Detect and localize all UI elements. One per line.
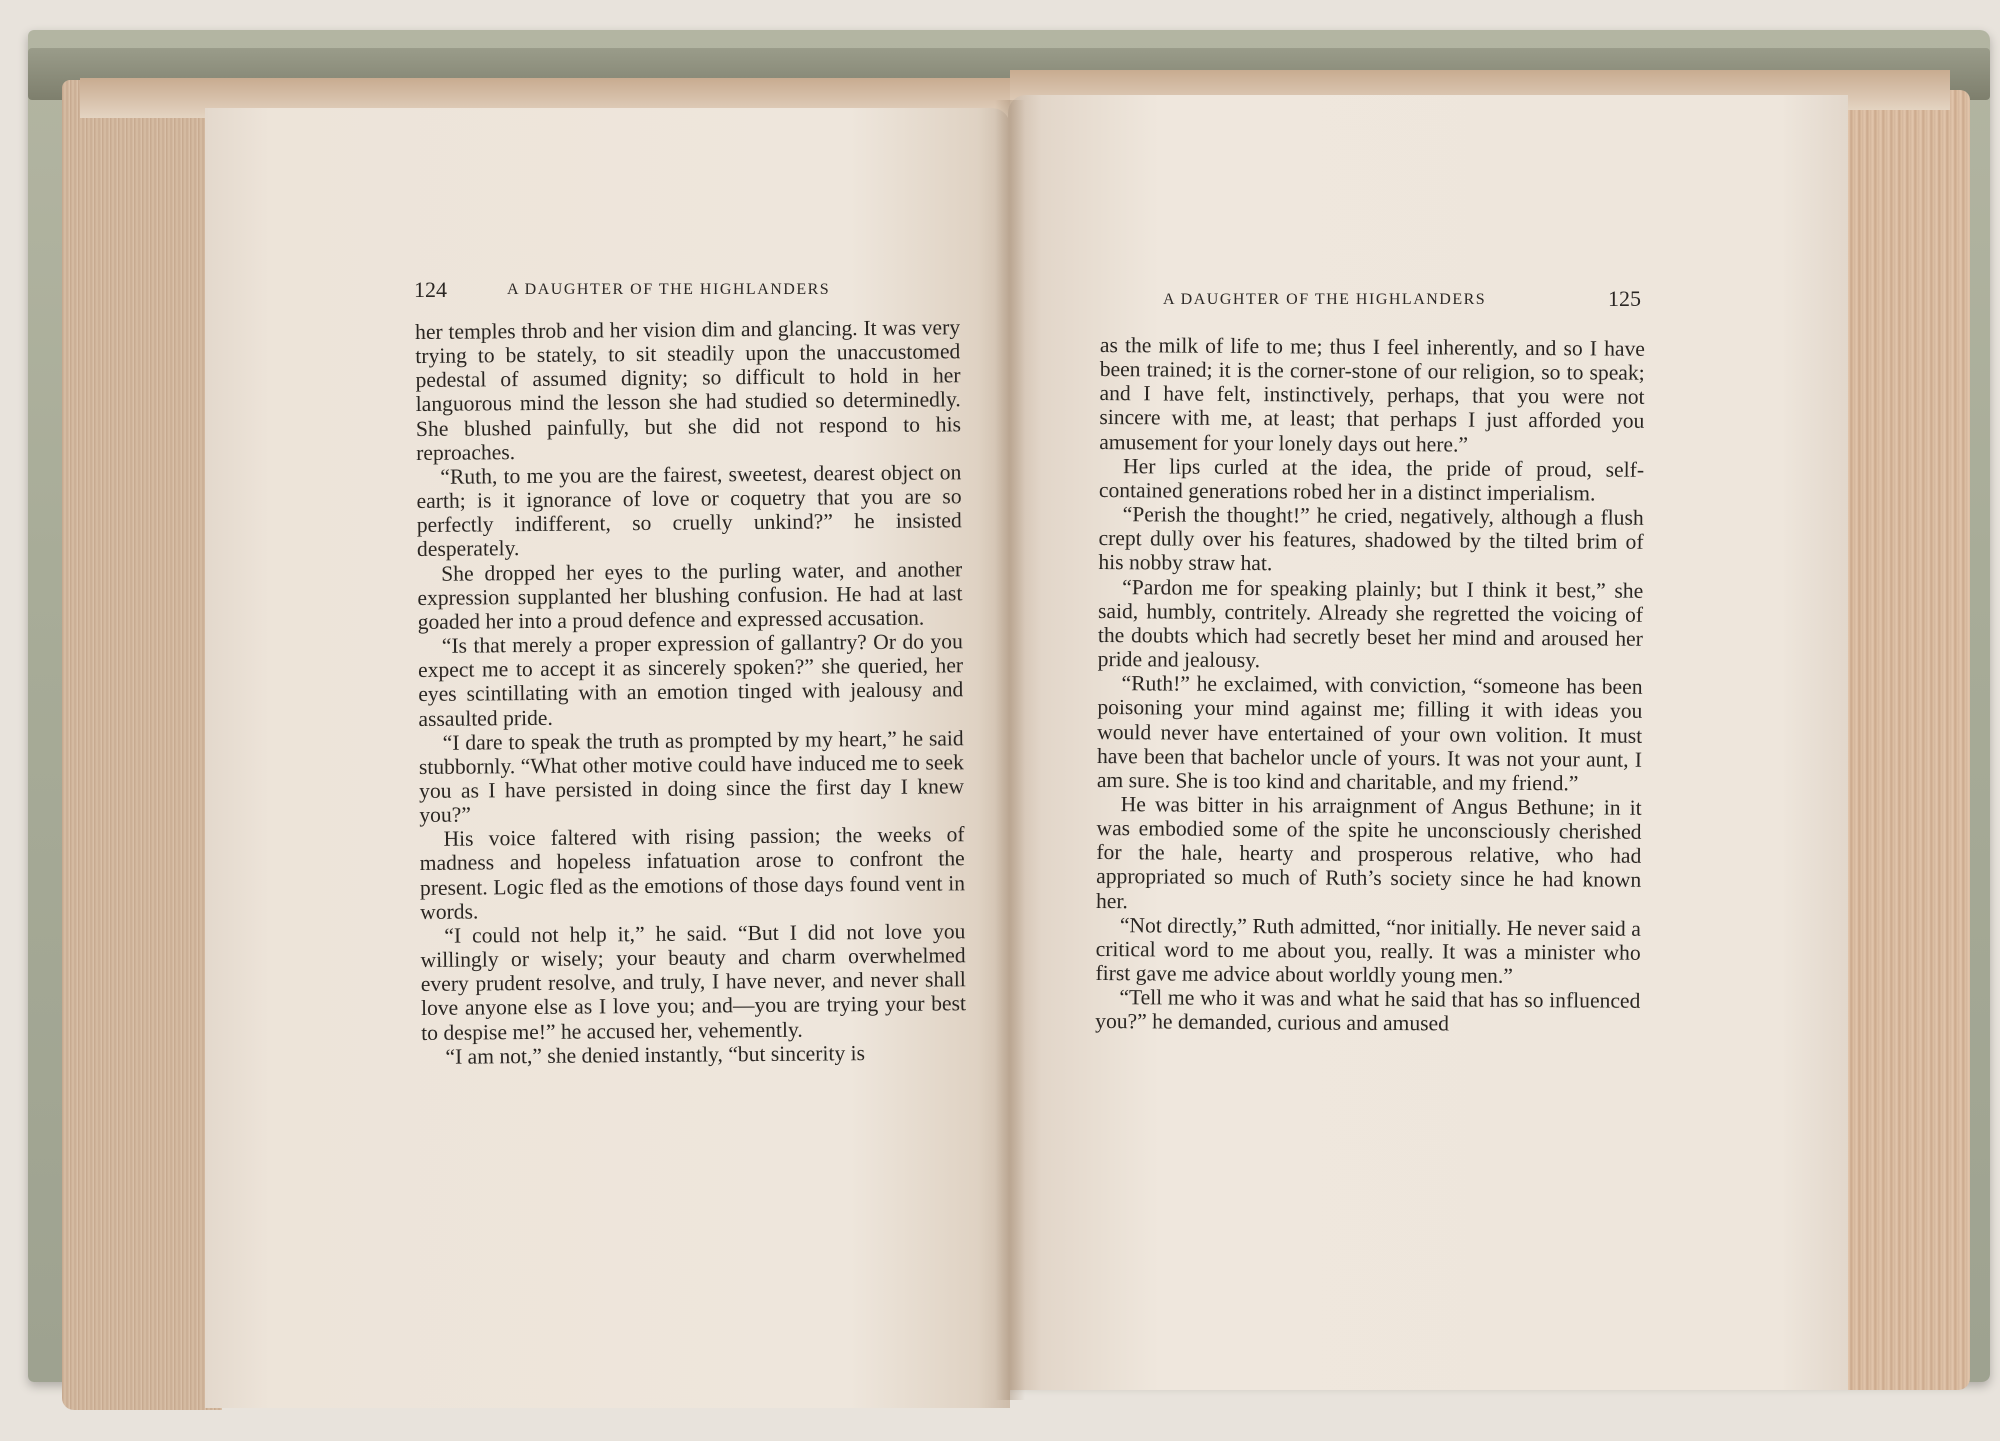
paragraph: “I could not help it,” he said. “But I did not love you willingly or wisely; your beauty and charm overwhelmed every prudent resolve, and truly, I have never, and never shall love anyone else as I love you; and—you are trying your best to despise me!” he accused her, vehemently. (420, 919, 967, 1045)
paragraph: “Tell me who it was and what he said that has so influenced you?” he demanded, curious and amused (1095, 985, 1641, 1036)
paragraph: “Is that merely a proper expression of gallantry? Or do you expect me to accept it as sincerely spoken?” she queried, her eyes scintillating with an emotion tinged with jealousy and assaulted pride. (417, 629, 964, 731)
paragraph: “Ruth!” he exclaimed, with conviction, “someone has been poisoning your mind against me; filling it with ideas you would never have entertained of your own volition. It must have been that bachelor uncle of yours. It was not your aunt, I am sure. She is too kind and charitable, and my friend.” (1096, 671, 1643, 796)
paragraph: as the milk of life to me; thus I feel inherently, and so I have been trained; it is the corner-stone of our religion, so to speak; and I have felt, instinctively, perhaps, that you were not sincere with me, at least; that perhaps I just afforded you amusement for your lonely days out here.” (1099, 333, 1645, 457)
paragraph: His voice faltered with rising passion; the weeks of madness and hopeless infatuation arose to confront the present. Logic fled as the emotions of those days found vent in words. (419, 822, 966, 924)
left-page-edges (62, 80, 222, 1410)
paragraph: “Not directly,” Ruth admitted, “nor initially. He never said a critical word to me about you, really. It was a minister who first gave me advice about worldly young men.” (1095, 912, 1641, 988)
paragraph: her temples throb and her vision dim and glancing. It was very trying to be stately, to sit steadily upon the unaccustomed pedestal of assumed dignity; so difficult to hold in her languorous mind the lesson she had studied so determinedly. She blushed painfully, but she did not respond to his reproaches. (415, 315, 962, 465)
paragraph: “I am not,” she denied instantly, “but sincerity is (445, 1040, 866, 1069)
right-page-edges (1830, 90, 1970, 1390)
paragraph: “Perish the thought!” he cried, negatively, although a flush crept dully over his features, shadowed by the tilted brim of his nobby straw hat. (1098, 502, 1644, 576)
paragraph: He was bitter in his arraignment of Angus Bethune; in it was embodied some of the spite he unconsciously cherished for the hale, hearty and prosperous relative, who had appropriated so much of Ruth’s society since he had known her. (1095, 792, 1642, 913)
right-page-number: 125 (1608, 286, 1641, 311)
right-page-body (1095, 333, 1645, 1037)
left-running-head: A DAUGHTER OF THE HIGHLANDERS (507, 281, 831, 298)
paragraph: “Pardon me for speaking plainly; but I think it best,” she said, humbly, contritely. Already she regretted the voicing of the doubts which had secretly beset her mind and aroused her pride and jealousy. (1097, 574, 1644, 673)
paragraph: She dropped her eyes to the purling water, and another expression supplanted her blushing confusion. He had at last goaded her into a proud defence and expressed accusation. (417, 556, 963, 634)
right-running-head: A DAUGHTER OF THE HIGHLANDERS (1163, 291, 1487, 308)
paragraph: “I dare to speak the truth as prompted by my heart,” he said stubbornly. “What other motive could have induced me to seek you as I have persisted in doing since the first day I knew you?” (418, 725, 965, 828)
left-page-body (415, 315, 967, 1069)
book-gutter (995, 100, 1025, 1400)
paragraph: Her lips curled at the idea, the pride of proud, self-contained generations robed her in a distinct imperialism. (1098, 453, 1645, 506)
paragraph: “Ruth, to me you are the fairest, sweetest, dearest object on earth; is it ignorance of love or coquetry that you are so perfectly indifferent, so cruelly unkind?” he insisted desperately. (416, 460, 962, 562)
left-page-number: 124 (414, 277, 447, 302)
